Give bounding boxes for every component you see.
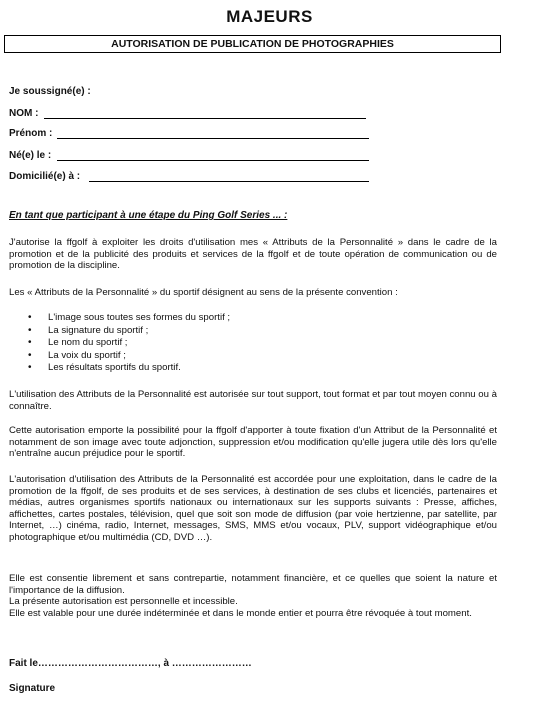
- birthdate-field[interactable]: [57, 160, 369, 161]
- validity-text: Elle est valable pour une durée indéterminée et dans le monde entier et pourra être révoquée à tout moment.: [9, 607, 472, 619]
- attributes-list: [28, 312, 230, 375]
- paragraph-2: Les « Attributs de la Personnalité » du sportif désignent au sens de la présente convention :: [9, 287, 398, 298]
- paragraph-1: J'autorise la ffgolf à exploiter les droits d'utilisation mes « Attributs de la Personnalité » dans le cadre de la promotion et de la publicité des produits et services de la ffgolf et de toute opération de communication ou de promotion de la discipline.: [9, 237, 497, 271]
- prenom-field[interactable]: [57, 138, 369, 139]
- birthdate-label: Né(e) le :: [9, 150, 52, 161]
- intro-label: Je soussigné(e) :: [9, 86, 91, 97]
- prenom-label: Prénom :: [9, 128, 53, 139]
- paragraph-5: L'autorisation d'utilisation des Attributs de la Personnalité est accordée pour une exploitation, dans le cadre de la promotion de la ffgolf, de ses produits et de ses services, à destination de ses clubs et licenciés, partenaires et médias, autres organismes sportifs nationaux ou internationaux sur les supports suivants : Presse, affiches, affichettes, cartes postales, télévision, quel que soit son mode de diffusion (par voie hertzienne, par satellite, par Internet, …) cinéma, radio, Internet, messages, SMS, MMS et/ou vocaux, PLV, support vidéographique et/ou photographique et/ou multimédia (CD, DVD …).: [9, 474, 497, 543]
- date-place-line[interactable]: Fait le………………………………, à ……………………: [9, 658, 252, 669]
- context-heading: En tant que participant à une étape du Ping Golf Series ... :: [9, 210, 288, 221]
- list-item: • La voix du sportif ;: [28, 350, 230, 363]
- document-subtitle: AUTORISATION DE PUBLICATION DE PHOTOGRAPHIES: [4, 35, 501, 53]
- list-item: • L'image sous toutes ses formes du sportif ;: [28, 312, 230, 325]
- page-title: MAJEURS: [226, 7, 313, 26]
- address-label: Domicilié(e) à :: [9, 171, 81, 182]
- list-item: • Les résultats sportifs du sportif.: [28, 362, 230, 375]
- signature-label: Signature: [9, 683, 56, 694]
- personal-text: La présente autorisation est personnelle et incessible.: [9, 596, 238, 607]
- consent-text: Elle est consentie librement et sans contrepartie, notamment financière, et ce quelles que soient la nature et l'importance de la diffusion.: [9, 573, 497, 596]
- paragraph-6: [9, 573, 497, 619]
- nom-field[interactable]: [44, 118, 366, 119]
- address-field[interactable]: [89, 181, 369, 182]
- nom-label: NOM :: [9, 108, 39, 119]
- list-item: • Le nom du sportif ;: [28, 337, 230, 350]
- paragraph-4: Cette autorisation emporte la possibilité pour la ffgolf d'apporter à toute fixation d'un Attribut de la Personnalité et notamment de son image avec toute adjonction, suppression et/ou modification qu'elle jugera utile dès lors qu'elle n'entraîne aucun préjudice pour le sportif.: [9, 425, 497, 459]
- list-item: • La signature du sportif ;: [28, 325, 230, 338]
- paragraph-3: L'utilisation des Attributs de la Personnalité est autorisée sur tout support, tout format et par tout moyen connu ou à connaître.: [9, 389, 497, 412]
